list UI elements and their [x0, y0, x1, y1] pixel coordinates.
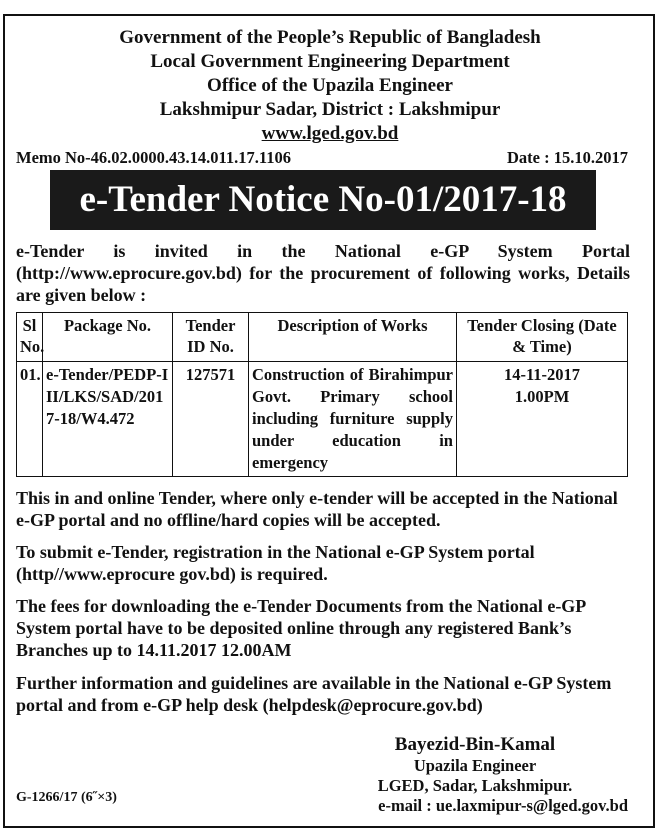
location-line: Lakshmipur Sadar, District : Lakshmipur — [159, 99, 501, 120]
header-package: Package No. — [43, 313, 173, 362]
signatory-office: LGED, Sadar, Lakshmipur. — [377, 776, 573, 795]
fees-paragraph: The fees for downloading the e-Tender Documents from the National e-GP System portal have to be deposited online through any registered Bank’s Branches up to 14.11.2017 12.00AM — [16, 596, 586, 660]
memo-number: Memo No-46.02.0000.43.14.011.17.1106 — [16, 148, 291, 167]
header-closing: Tender Closing (Date & Time) — [457, 313, 628, 362]
header-sl: Sl No. — [17, 313, 43, 362]
cell-package: e-Tender/PEDP-III/LKS/SAD/2017-18/W4.472 — [43, 362, 173, 477]
ad-code: G-1266/17 (6˝×3) — [16, 790, 117, 805]
notice-title: e-Tender Notice No-01/2017-18 — [50, 170, 596, 230]
intro-paragraph: e-Tender is invited in the National e-GP System Portal (http://www.eprocure.gov.bd) for the procurement of following works, Details are given below : — [16, 241, 630, 305]
signatory-email[interactable]: e-mail : ue.laxmipur-s@lged.gov.bd — [378, 796, 628, 815]
memo-row — [16, 148, 628, 168]
cell-sl: 01. — [17, 362, 43, 477]
cell-closing — [457, 362, 628, 477]
department-line: Local Government Engineering Department — [150, 51, 510, 72]
table-row — [17, 362, 628, 477]
helpdesk-paragraph: Further information and guidelines are available in the National e-GP System portal and from e-GP help desk (helpdesk@eprocure.gov.bd) — [16, 673, 612, 715]
header-description: Description of Works — [249, 313, 457, 362]
government-line: Government of the People’s Republic of Bangladesh — [119, 27, 541, 48]
memo-date: Date : 15.10.2017 — [507, 148, 628, 167]
cell-description: Construction of Birahimpur Govt. Primary school including furniture supply under education in emergency — [249, 362, 457, 477]
office-line: Office of the Upazila Engineer — [207, 75, 453, 96]
closing-date: 14-11-2017 — [503, 365, 581, 384]
website-link[interactable]: www.lged.gov.bd — [261, 123, 399, 144]
signatory-name: Bayezid-Bin-Kamal — [394, 734, 556, 755]
cell-tender-id: 127571 — [173, 362, 249, 477]
signatory-designation: Upazila Engineer — [413, 756, 537, 775]
registration-paragraph: To submit e-Tender, registration in the National e-GP System portal (http//www.eprocure gov.bd) is required. — [16, 542, 535, 584]
header-block — [0, 26, 660, 146]
online-tender-paragraph: This in and online Tender, where only e-tender will be accepted in the National e-GP portal and no offline/hard copies will be accepted. — [16, 488, 618, 530]
header-tender-id: Tender ID No. — [173, 313, 249, 362]
signature-block — [310, 733, 640, 816]
table-header-row — [17, 313, 628, 362]
closing-time: 1.00PM — [514, 387, 570, 406]
works-table — [16, 312, 628, 477]
